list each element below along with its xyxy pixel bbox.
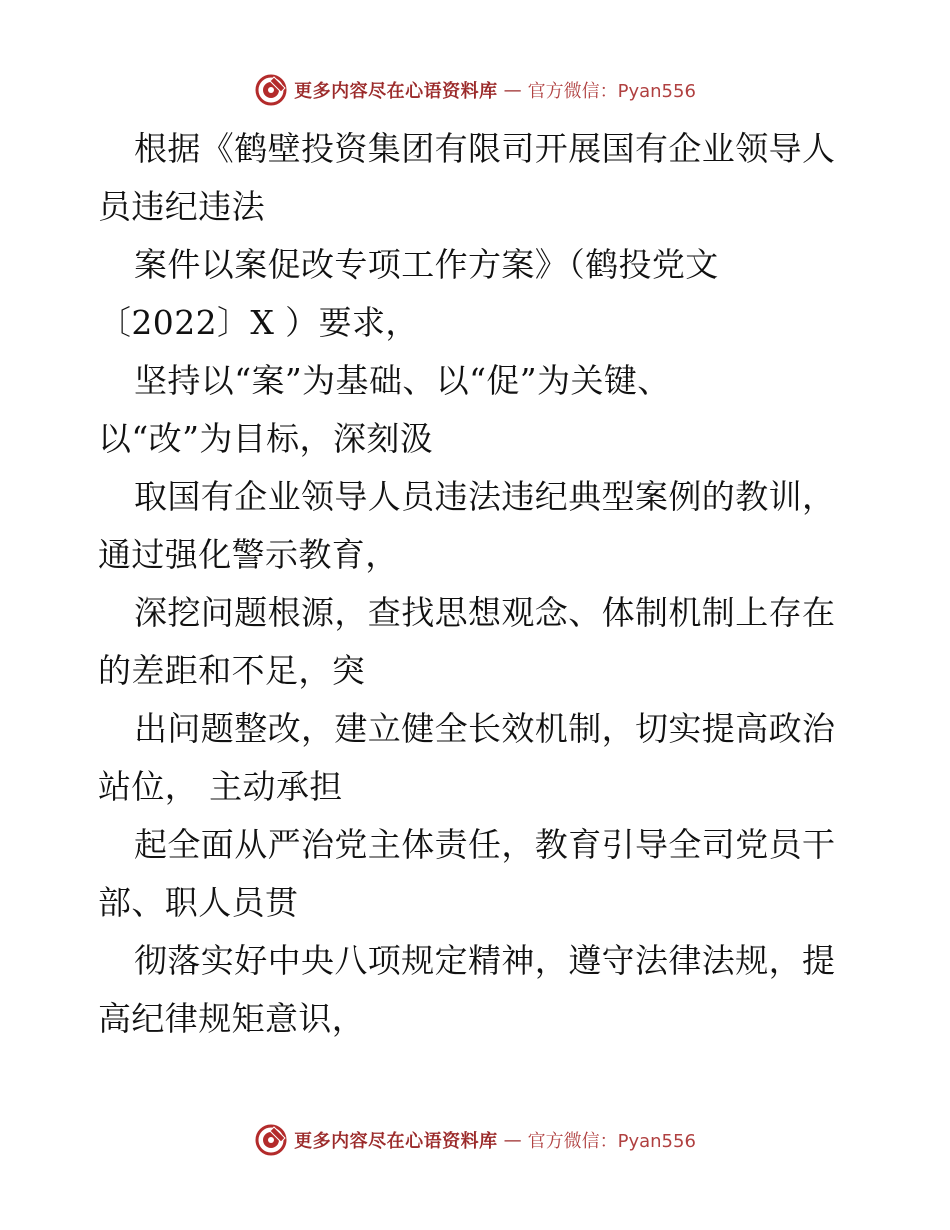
paragraph-line-1: 起全面从严治党主体责任，教育引导全司党员干	[134, 825, 836, 864]
paragraph-line-1: 深挖问题根源，查找思想观念、体制机制上存在	[134, 593, 836, 632]
banner-dash: —	[503, 79, 522, 101]
paragraph-line-2: 高纪律规矩意识，	[98, 999, 366, 1038]
paragraph	[98, 932, 858, 1048]
paragraph-line-2: 员违纪违法	[98, 187, 265, 226]
paragraph-line-2: 部、职人员贯	[98, 883, 299, 922]
paragraph	[98, 700, 858, 816]
paragraph	[98, 816, 858, 932]
banner-title: 更多内容尽在心语资料库	[294, 1131, 498, 1152]
banner-dash: —	[503, 1129, 522, 1151]
paragraph-line-2: 〔2022〕X ）要求，	[98, 303, 419, 342]
paragraph-line-1: 取国有企业领导人员违法违纪典型案例的教训，	[134, 477, 836, 516]
paragraph-line-2: 站位， 主动承担	[98, 767, 343, 806]
paragraph-line-1: 坚持以“案”为基础、以“促”为关键、	[134, 361, 671, 400]
paragraph	[98, 120, 858, 236]
paragraph-line-1: 根据《鹤壁投资集团有限司开展国有企业领导人	[134, 129, 836, 168]
paragraph-line-2: 以“改”为目标，深刻汲	[98, 419, 434, 458]
library-logo-icon	[254, 1123, 288, 1157]
paragraph	[98, 236, 858, 352]
footer-banner	[0, 1120, 950, 1160]
document-body	[98, 120, 858, 1048]
paragraph	[98, 352, 858, 468]
paragraph-line-1: 出问题整改，建立健全长效机制，切实提高政治	[134, 709, 836, 748]
paragraph-line-2: 通过强化警示教育，	[98, 535, 399, 574]
banner-title: 更多内容尽在心语资料库	[294, 81, 498, 102]
paragraph	[98, 584, 858, 700]
paragraph-line-2: 的差距和不足，突	[98, 651, 366, 690]
header-banner	[0, 70, 950, 110]
paragraph	[98, 468, 858, 584]
banner-contact: 官方微信：Pyan556	[527, 81, 696, 102]
banner-contact: 官方微信：Pyan556	[527, 1131, 696, 1152]
paragraph-line-1: 彻落实好中央八项规定精神，遵守法律法规，提	[134, 941, 836, 980]
paragraph-line-1: 案件以案促改专项工作方案》（鹤投党文	[134, 245, 719, 284]
library-logo-icon	[254, 73, 288, 107]
